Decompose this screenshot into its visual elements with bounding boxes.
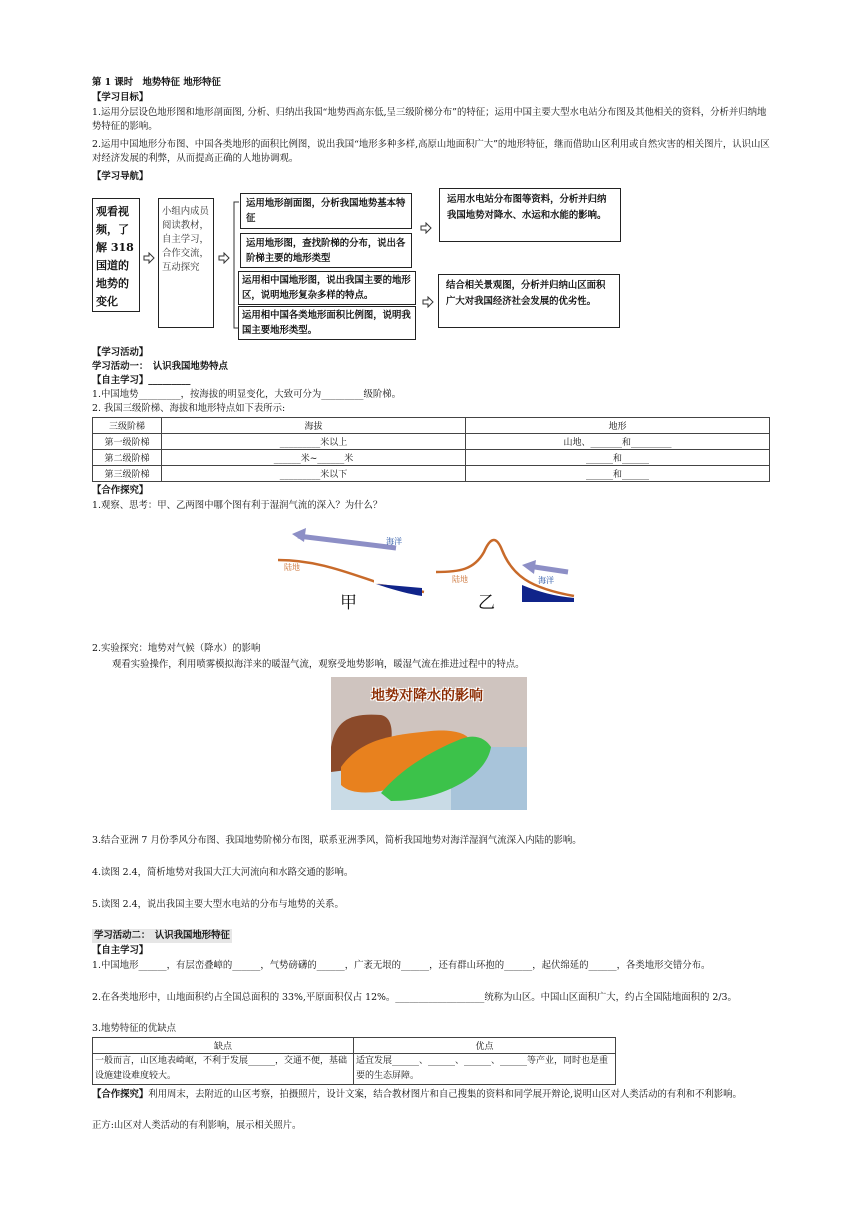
question-1: 1.中国地势_________，按海拔的明显变化，大致可分为_________级阶梯。: [92, 389, 401, 400]
table-cell: 第一级阶梯: [93, 434, 162, 450]
coop-2-paragraph: [92, 1088, 772, 1102]
photo-caption: 地势对降水的影响: [371, 687, 483, 703]
flow-box-video: 观看视频，了解 318 国道的地势的变化: [92, 198, 140, 312]
table-cell: 第三级阶梯: [93, 466, 162, 482]
coop-question-4: 4.读图 2.4，简析地势对我国大江大河流向和水路交通的影响。: [92, 867, 354, 878]
question-2: 2. 我国三级阶梯、海拔和地形特点如下表所示:: [92, 403, 286, 414]
pro-side-text: 正方:山区对人类活动的有利影响，展示相关照片。: [92, 1120, 302, 1131]
pros-cons-table: [92, 1037, 616, 1085]
table-header-cell: 海拔: [162, 418, 466, 434]
flow-box-f: 结合相关景观图，分析并归纳山区面积广大对我国经济社会发展的优劣性。: [438, 274, 620, 328]
self-question-3: 3.地势特征的优缺点: [92, 1023, 176, 1034]
flow-box-a: 运用地形剖面图，分析我国地势基本特征: [240, 193, 412, 229]
flow-box-d: 运用相中国各类地形面积比例图，说明我国主要地形类型。: [238, 306, 416, 340]
arrow-icon: [143, 252, 155, 264]
objective-2: 2.运用中国地形分布图、中国各类地形的面积比例图，说出我国“地形多种多样,高原山地面积广大”的地形特征，继而借助山区利用或自然灾害的相关图片，认识山区对经济发展的利弊，从而提高正确的人地协调观。: [92, 139, 770, 164]
table-cell: ______和______: [466, 466, 770, 482]
table-row: [93, 1054, 616, 1085]
activity-2-title: [92, 929, 232, 943]
activity-1-title: [92, 360, 772, 374]
coop-question-2-desc: 观看实验操作，利用喷雾模拟海洋来的暖湿气流，观察受地势影响，暖湿气流在推进过程中的特点。: [112, 659, 525, 670]
flow-box-c: 运用相中国地形图，说出我国主要的地形区，说明地形复杂多样的特点。: [238, 271, 416, 305]
activities-header: 【学习活动】: [92, 347, 149, 358]
steps-table: [92, 417, 770, 482]
figure-yi-label: 乙: [478, 593, 495, 612]
activity-1-title-text: 学习活动一： 认识我国地势特点: [92, 361, 228, 372]
table-cell: _________米以上: [162, 434, 466, 450]
table-row: [93, 450, 770, 466]
arrow-icon: [218, 252, 230, 264]
table-cell: 适宜发展______、______、______、______等产业，同时也是重要的生态屏障。: [354, 1054, 616, 1085]
table-header-row: [93, 418, 770, 434]
figure-yi: [434, 530, 584, 615]
label-land: 陆地: [452, 575, 468, 584]
table-header-row: [93, 1038, 616, 1054]
coop-question-2: 2.实验探究：地势对气候（降水）的影响: [92, 643, 261, 654]
self-study-header: 【自主学习】_________: [92, 375, 191, 386]
label-land: 陆地: [284, 563, 300, 572]
table-header-cell: 地形: [466, 418, 770, 434]
coop-2-header: 【合作探究】: [92, 1089, 149, 1100]
label-ocean: 海洋: [538, 576, 554, 585]
flow-box-group: 小组内成员阅读教材，自主学习，合作交流，互动探究: [158, 198, 214, 328]
page-title: 第 1 课时 地势特征 地形特征: [92, 77, 221, 88]
arrow-icon: [420, 222, 432, 234]
table-cell: 一般而言，山区地表崎岖，不利于发展______，交通不便，基础设施建设难度较大。: [93, 1054, 354, 1085]
self-question-2: 2.在各类地形中，山地面积约占全国总面积的 33%,平原面积仅占 12%。___________________统称为山区。中国山区面积广大，约占全国陆地面积的 2/3。: [92, 992, 737, 1003]
table-row: [93, 434, 770, 450]
objectives-header: 【学习目标】: [92, 92, 149, 103]
coop-2-text: 利用周末，去附近的山区考察，拍摄照片，设计文案，结合教材图片和自己搜集的资料和同学展开辩论,说明山区对人类活动的有利和不利影响。: [148, 1089, 742, 1100]
table-cell: 山地、_______和_________: [466, 434, 770, 450]
table-header-cell: 优点: [354, 1038, 616, 1054]
table-header-cell: 三级阶梯: [93, 418, 162, 434]
coop-question-1: 1.观察、思考：甲、乙两图中哪个图有利于湿润气流的深入？为什么？: [92, 500, 383, 511]
objective-1: 1.运用分层设色地形图和地形剖面图, 分析、归纳出我国“地势西高东低,呈三级阶梯分布”的特征；运用中国主要大型水电站分布图及其他相关的资料，分析并归纳地势特征的影响。: [92, 107, 767, 132]
coop-question-3: 3.结合亚洲 7 月份季风分布图、我国地势阶梯分布图，联系亚洲季风，简析我国地势对海洋湿润气流深入内陆的影响。: [92, 835, 582, 846]
self-study-2-header: 【自主学习】: [92, 945, 149, 956]
table-cell: ______米~______米: [162, 450, 466, 466]
table-cell: ______和______: [466, 450, 770, 466]
activity-2-title-text: 学习活动二： 认识我国地形特征: [94, 930, 230, 941]
guide-header: 【学习导航】: [92, 171, 149, 182]
coop-question-5: 5.读图 2.4，说出我国主要大型水电站的分布与地势的关系。: [92, 899, 344, 910]
arrow-icon: [422, 296, 434, 308]
label-ocean: 海洋: [386, 537, 402, 546]
flow-box-e: 运用水电站分布图等资料，分析并归纳我国地势对降水、水运和水能的影响。: [439, 188, 621, 242]
figure-jia-label: 甲: [340, 593, 357, 612]
flow-box-b: 运用地形图，查找阶梯的分布，说出各阶梯主要的地形类型: [240, 233, 412, 268]
table-row: [93, 466, 770, 482]
table-header-cell: 缺点: [93, 1038, 354, 1054]
experiment-photo: [331, 677, 527, 810]
coop-header: 【合作探究】: [92, 485, 149, 496]
self-question-1: 1.中国地形______，有层峦叠嶂的______，气势磅礴的______，广袤无垠的______，还有群山环抱的______，起伏绵延的______，各类地形交错分布。: [92, 960, 711, 971]
table-cell: 第二级阶梯: [93, 450, 162, 466]
table-cell: _________米以下: [162, 466, 466, 482]
